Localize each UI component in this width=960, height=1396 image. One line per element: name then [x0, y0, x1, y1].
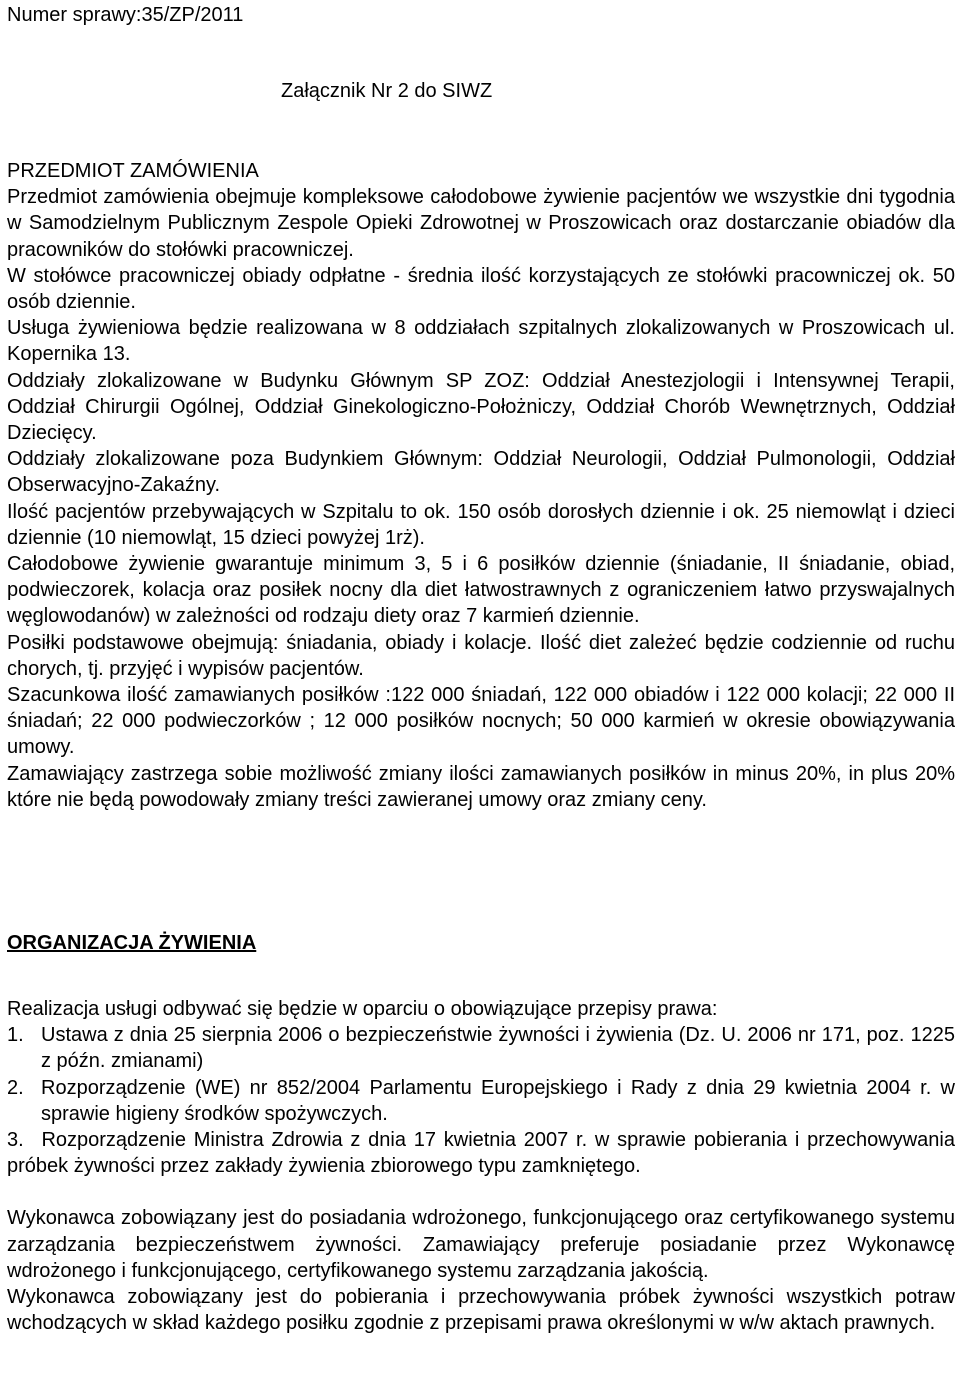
legal-basis-item [7, 1022, 955, 1074]
paragraph-spacer [7, 1179, 955, 1205]
subject-heading: PRZEDMIOT ZAMÓWIENIA [7, 160, 259, 182]
annex-title: Załącznik Nr 2 do SIWZ [281, 80, 493, 102]
legal-basis-text: Rozporządzenie (WE) nr 852/2004 Parlamentu Europejskiego i Rady z dnia 29 kwietnia 2004 r. w sprawie higieny środków spożywczych. [41, 1076, 955, 1125]
subject-paragraph: Szacunkowa ilość zamawianych posiłków :122 000 śniadań, 122 000 obiadów i 122 000 kolacji; 22 000 II śniadań; 22 000 podwieczorków ; 12 000 posiłków nocnych; 50 000 karmień w okresie obowiązywania umowy. [7, 684, 955, 759]
subject-paragraph: Oddziały zlokalizowane poza Budynkiem Głównym: Oddział Neurologii, Oddział Pulmonologii, Oddział Obserwacyjno-Zakaźny. [7, 448, 955, 497]
legal-basis-item [7, 1075, 955, 1127]
legal-basis-number: 1. [7, 1024, 24, 1047]
legal-basis-number: 2. [7, 1076, 24, 1099]
subject-paragraph: Przedmiot zamówienia obejmuje kompleksowe całodobowe żywienie pacjentów we wszystkie dni tygodnia w Samodzielnym Publicznym Zespole Opieki Zdrowotnej w Proszowicach oraz dostarczanie obiadów dla pracowników do stołówki pracowniczej. [7, 186, 955, 261]
subject-paragraph: Posiłki podstawowe obejmują: śniadania, obiady i kolacje. Ilość diet zależeć będzie codziennie od ruchu chorych, tj. przyjęć i wypisów pacjentów. [7, 631, 955, 680]
organization-paragraph: Wykonawca zobowiązany jest do pobierania i przechowywania próbek żywności wszystkich potraw wchodzących w skład każdego posiłku zgodnie z przepisami prawa określonymi w w/w aktach prawnych. [7, 1286, 955, 1335]
organization-paragraph: Wykonawca zobowiązany jest do posiadania wdrożonego, funkcjonującego oraz certyfikowanego systemu zarządzania bezpieczeństwem żywności. Zamawiający preferuje posiadanie przez Wykonawcę wdrożonego i funkcjonującego, certyfikowanego systemu zarządzania jakością. [7, 1207, 955, 1282]
legal-basis-item [7, 1127, 955, 1179]
organization-heading: ORGANIZACJA ŻYWIENIA [7, 932, 257, 954]
subject-paragraph: Zamawiający zastrzega sobie możliwość zmiany ilości zamawianych posiłków in minus 20%, in plus 20% które nie będą powodowały zmiany treści zawieranej umowy oraz zmiany ceny. [7, 762, 955, 811]
subject-paragraph: Ilość pacjentów przebywających w Szpitalu to ok. 150 osób dorosłych dziennie i ok. 25 niemowląt i dzieci dziennie (10 niemowląt, 15 dzieci powyżej 1rż). [7, 500, 955, 549]
legal-basis-text: Rozporządzenie Ministra Zdrowia z dnia 17 kwietnia 2007 r. w sprawie pobierania i przechowywania próbek żywności przez zakłady żywienia zbiorowego typu zamkniętego. [7, 1129, 955, 1178]
legal-basis-number: 3. [7, 1129, 24, 1152]
organization-intro: Realizacja usługi odbywać się będzie w oparciu o obowiązujące przepisy prawa: [7, 998, 718, 1020]
subject-paragraph: Usługa żywieniowa będzie realizowana w 8 oddziałach szpitalnych zlokalizowanych w Proszowicach ul. Kopernika 13. [7, 317, 955, 366]
organization-section [7, 996, 955, 1336]
case-number: Numer sprawy:35/ZP/2011 [7, 4, 244, 26]
legal-basis-text: Ustawa z dnia 25 sierpnia 2006 o bezpieczeństwie żywności i żywienia (Dz. U. 2006 nr 171, poz. 1225 z późn. zmianami) [41, 1024, 955, 1073]
subject-paragraph: Oddziały zlokalizowane w Budynku Głównym SP ZOZ: Oddział Anestezjologii i Intensywnej Terapii, Oddział Chirurgii Ogólnej, Oddział Ginekologiczno-Położniczy, Oddział Chorób Wewnętrznych, Oddział Dziecięcy. [7, 369, 955, 445]
subject-paragraph: W stołówce pracowniczej obiady odpłatne - średnia ilość korzystających ze stołówki pracowniczej ok. 50 osób dziennie. [7, 264, 955, 314]
subject-section [7, 158, 955, 813]
subject-paragraph: Całodobowe żywienie gwarantuje minimum 3, 5 i 6 posiłków dziennie (śniadanie, II śniadanie, obiad, podwieczorek, kolacja oraz posiłek nocny dla diet łatwostrawnych z ograniczeniem łatwo przyswajalnych węglowodanów) w zależności od rodzaju diety oraz 7 karmień dziennie. [7, 553, 955, 628]
